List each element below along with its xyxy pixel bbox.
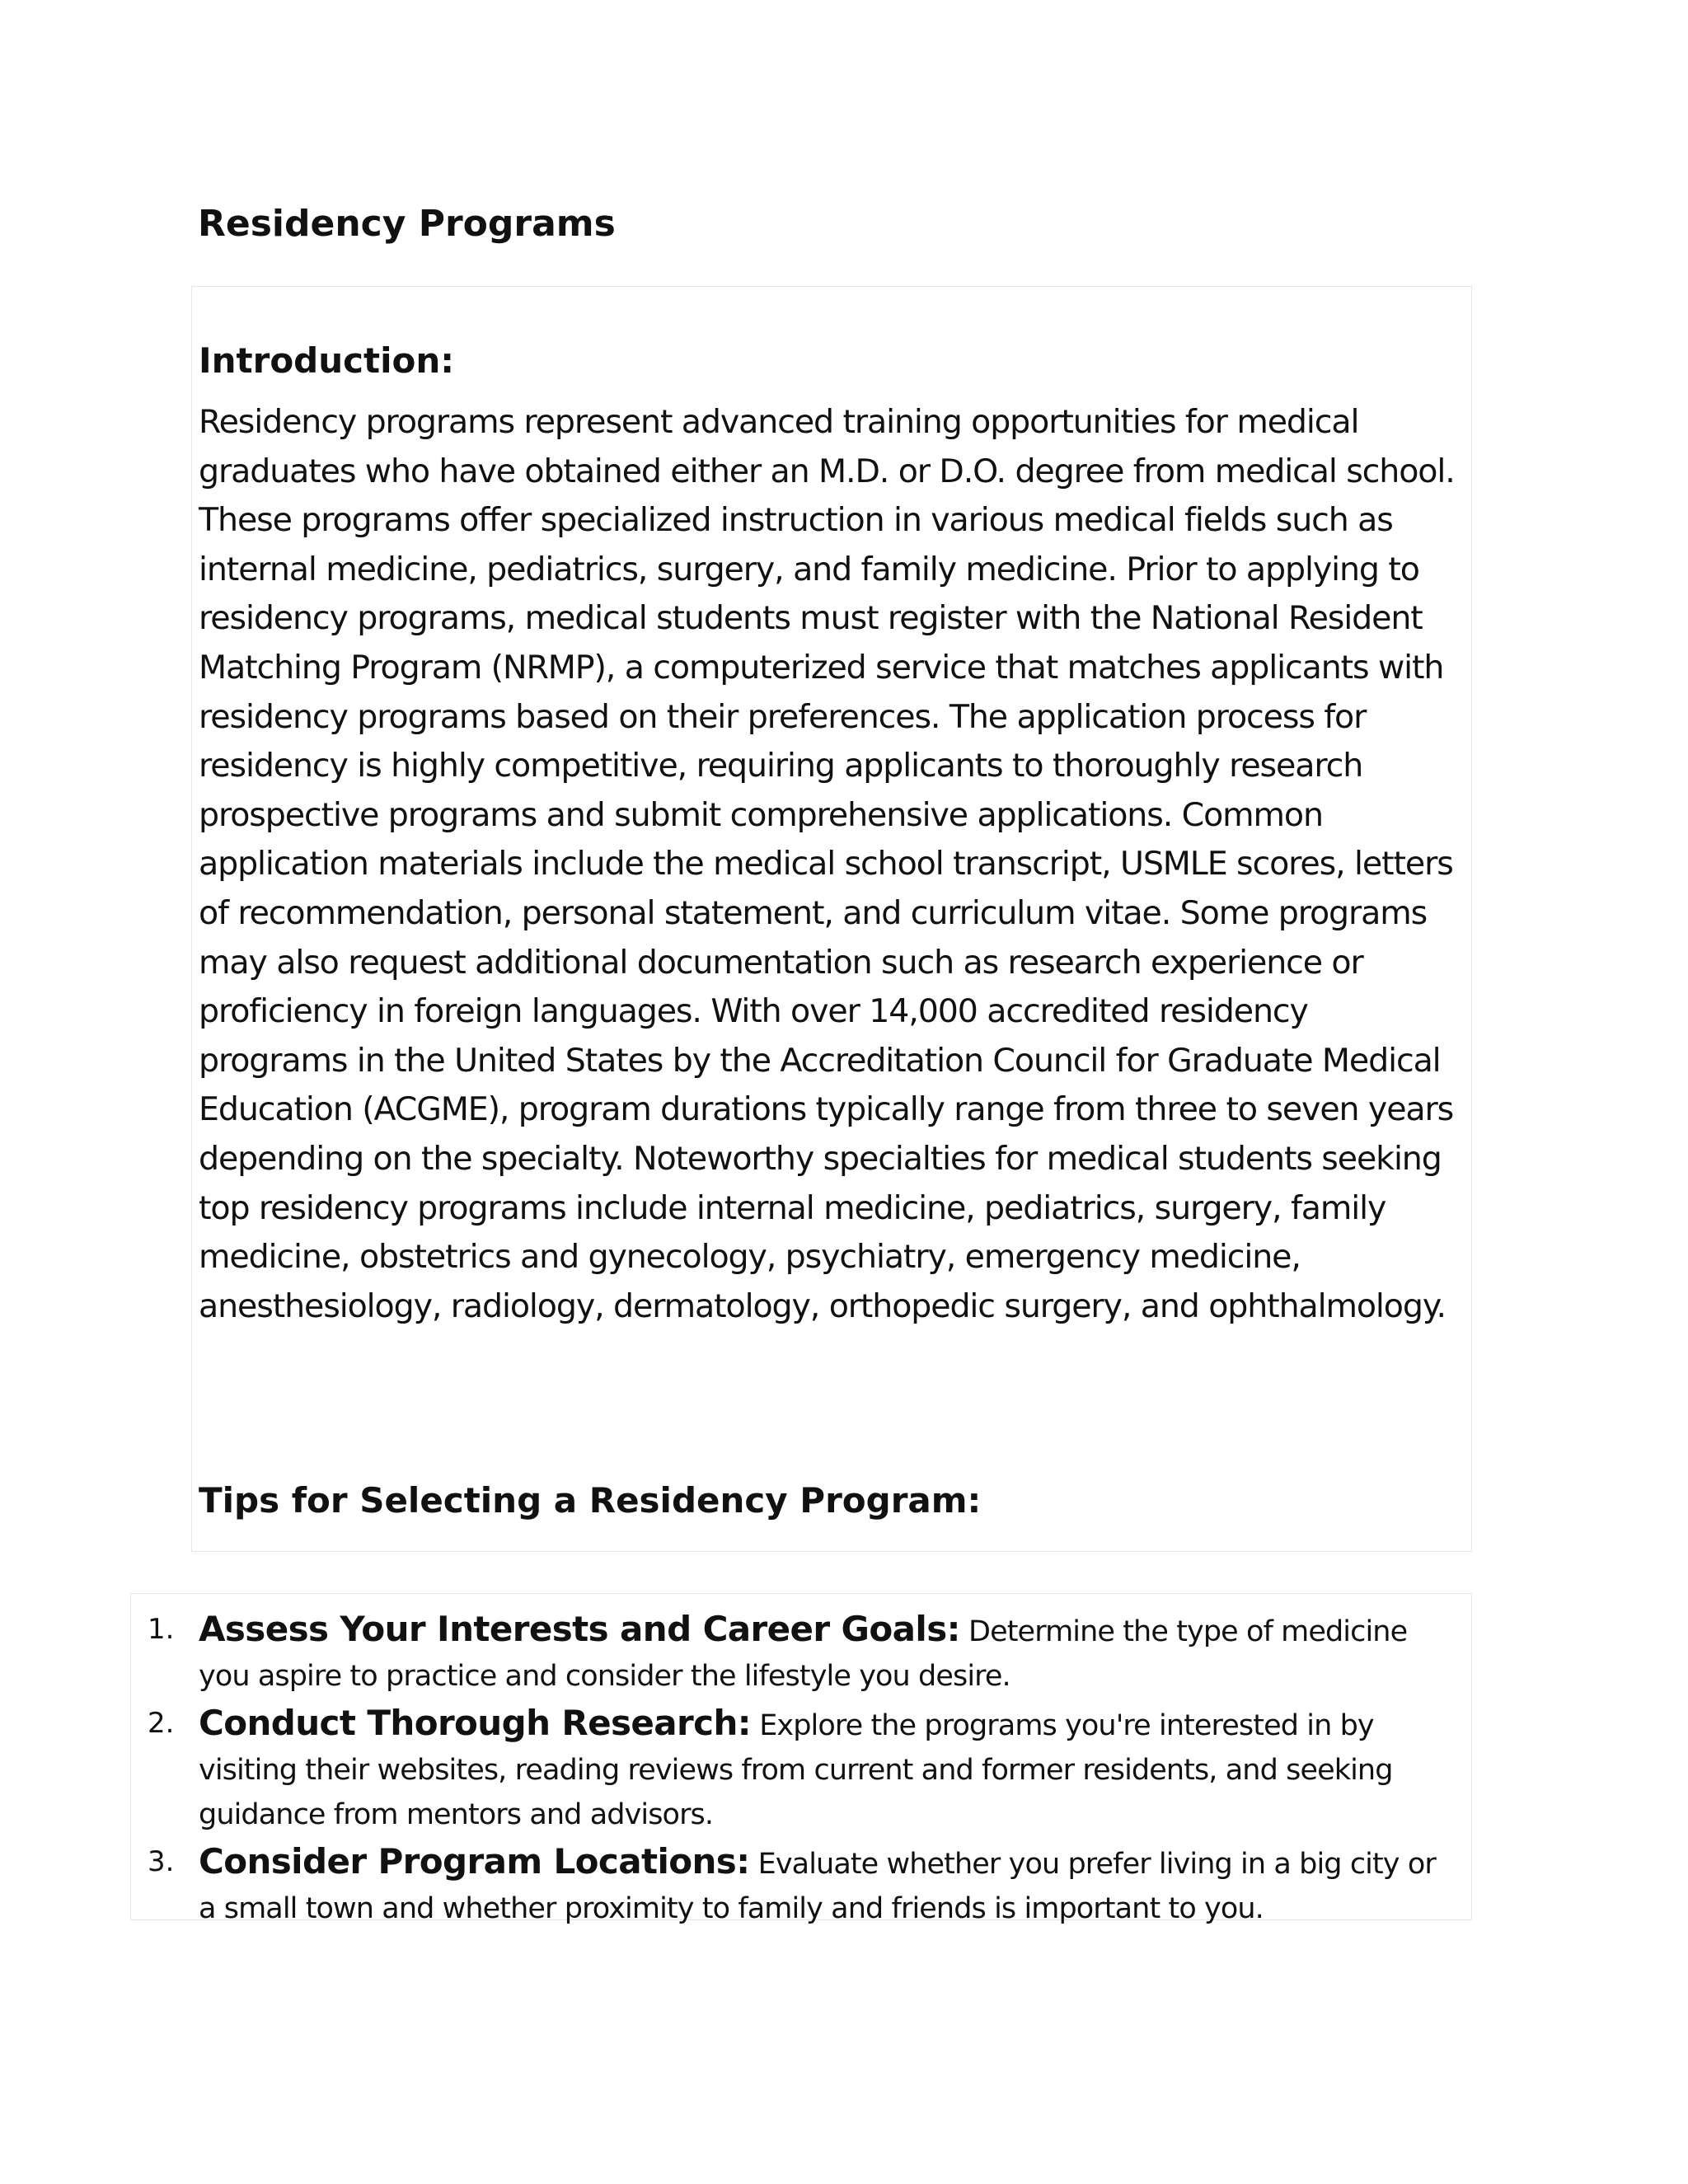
- introduction-body: Residency programs represent advanced training opportunities for medical graduates who have obtained either an M.D. or D.O. degree from medical school. These programs offer specialized instruction in various medical fields such as internal medicine, pediatrics, surgery, and family medicine. Prior to applying to residency programs, medical students must register with the National Resident Matching Program (NRMP), a computerized service that matches applicants with residency programs based on their preferences. The application process for residency is highly competitive, requiring applicants to thoroughly research prospective programs and submit comprehensive applications. Common application materials include the medical school transcript, USMLE scores, letters of recommendation, personal statement, and curriculum vitae. Some programs may also request additional documentation such as research experience or proficiency in foreign languages. With over 14,000 accredited residency programs in the United States by the Accreditation Council for Graduate Medical Education (ACGME), program durations typically range from three to seven years depending on the specialty. Noteworthy specialties for medical students seeking top residency programs include internal medicine, pediatrics, surgery, family medicine, obstetrics and gynecology, psychiatry, emergency medicine, anesthesiology, radiology, dermatology, orthopedic surgery, and ophthalmology.: [199, 403, 1455, 1325]
- tip-title: Assess Your Interests and Career Goals:: [199, 1609, 960, 1649]
- tip-content: [199, 1701, 1460, 1837]
- introduction-heading: Introduction:: [199, 340, 455, 381]
- tip-number: 1.: [148, 1613, 175, 1646]
- tip-title: Conduct Thorough Research:: [199, 1703, 751, 1743]
- introduction-section: [191, 286, 1472, 1552]
- tip-text: Determine the type of medicine you aspire to practice and consider the lifestyle you desire.: [199, 1615, 1408, 1693]
- tip-content: [199, 1840, 1460, 1931]
- tip-title: Consider Program Locations:: [199, 1841, 750, 1882]
- tip-number: 3.: [148, 1845, 175, 1878]
- tip-content: [199, 1607, 1460, 1699]
- tips-section: [130, 1593, 1472, 1925]
- page-title: Residency Programs: [198, 203, 616, 245]
- tip-number: 2.: [148, 1707, 175, 1740]
- tips-heading: Tips for Selecting a Residency Program:: [199, 1480, 982, 1521]
- tip-text: Evaluate whether you prefer living in a big city or a small town and whether proximity to family and friends is important to you.: [199, 1848, 1436, 1925]
- tip-text: Explore the programs you're interested in by visiting their websites, reading reviews from current and former residents, and seeking guidance from mentors and advisors.: [199, 1709, 1393, 1831]
